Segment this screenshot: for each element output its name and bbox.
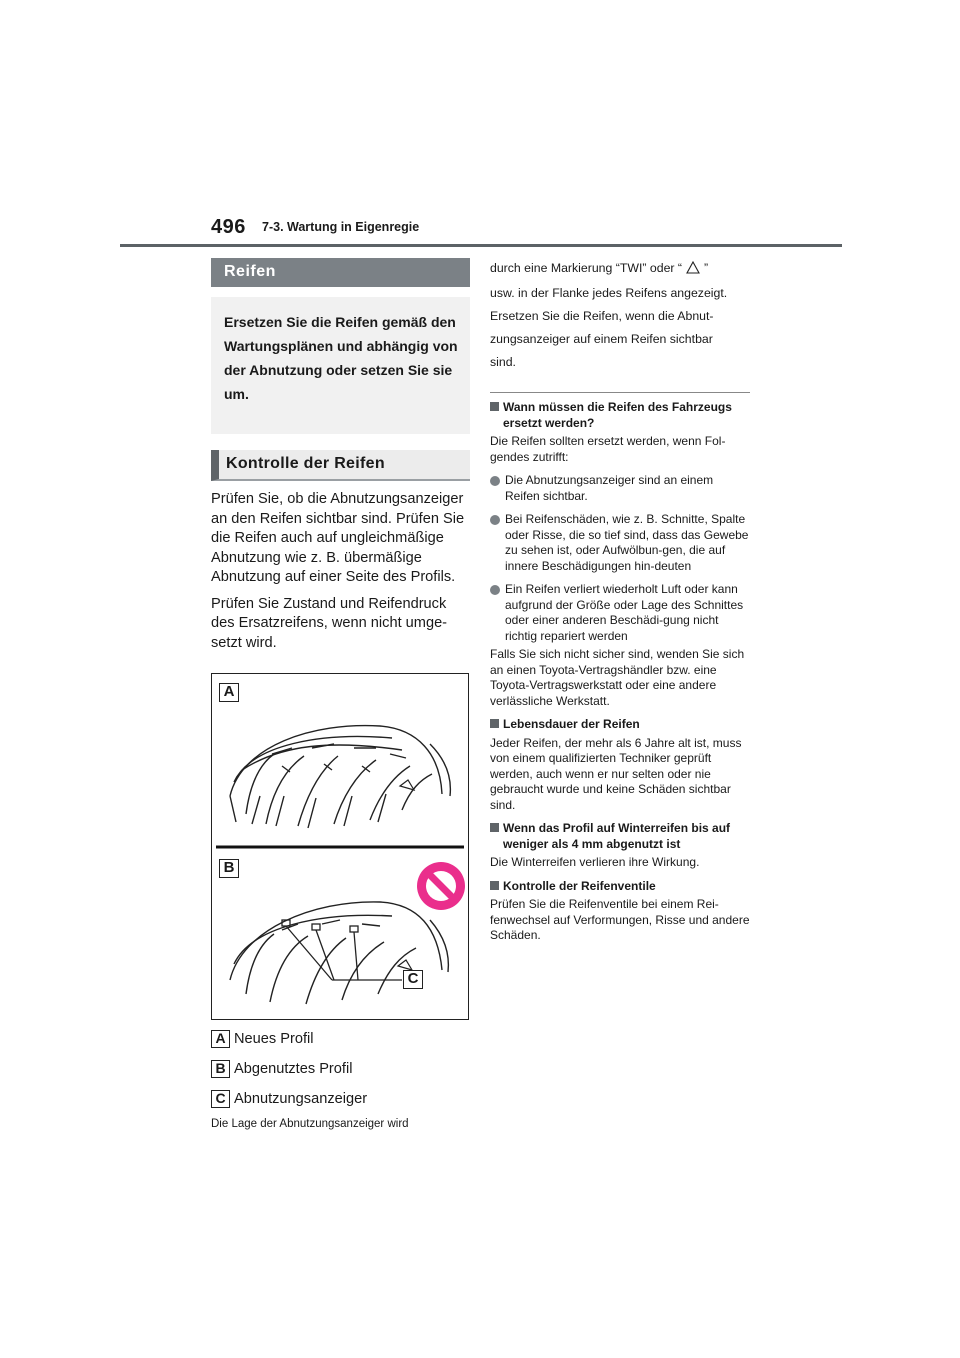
caption-continued: [490, 258, 750, 279]
square-bullet-icon: [490, 823, 499, 832]
section-title: Reifen: [211, 258, 470, 287]
legend-key: A: [211, 1030, 230, 1048]
bullet-text: Ein Reifen verliert wiederholt Luft oder kann aufgrund der Größe oder Lage des Schnittes oder einer anderen Beschädi-gung nicht richtig repariert werden: [505, 582, 744, 643]
square-bullet-icon: [490, 402, 499, 411]
bullet-text: Die Abnutzungsanzeiger sind an einem Reifen sichtbar.: [505, 473, 714, 503]
note-heading: [490, 821, 750, 852]
left-column: [211, 258, 470, 1132]
bullet-item: [490, 512, 750, 574]
subsection-title: Kontrolle der Reifen: [211, 450, 470, 481]
bullet-dot-icon: [490, 515, 500, 525]
triangle-icon: [686, 261, 700, 274]
paragraph: Prüfen Sie, ob die Abnutzungsanzeiger an den Reifen sichtbar sind. Prüfen Sie die Reifen auch auf ungleichmäßige Abnutzung wie z. B. übermäßige Abnutzung auf einer Seite des Profils.: [211, 491, 465, 585]
note-heading-text: Wann müssen die Reifen des Fahrzeugs ersetzt werden?: [503, 400, 732, 430]
figure-legend: [211, 1029, 470, 1109]
summary-box: Ersetzen Sie die Reifen gemäß den Wartungsplänen und abhängig von der Abnutzung oder setzen Sie sie um.: [211, 297, 470, 434]
note-body: Prüfen Sie die Reifenventile bei einem Rei-fenwechsel auf Verformungen, Risse und andere Schäden.: [490, 897, 750, 942]
wear-indicator-callout: [282, 920, 402, 980]
worn-tread-tire: [230, 902, 448, 1004]
legend-key: B: [211, 1060, 230, 1078]
new-tread-tire: [230, 726, 450, 828]
note-heading: [490, 879, 750, 895]
page-number: 496: [211, 216, 246, 238]
note-heading-text: Kontrolle der Reifenventile: [503, 878, 656, 893]
note-body: Jeder Reifen, der mehr als 6 Jahre alt ist, muss von einem qualifizierten Techniker geprüft werden, auch wenn er nur selten oder nie gebraucht wurde und keine Schäden sichtbar sind.: [490, 735, 742, 812]
legend-item: [211, 1029, 470, 1049]
legend-key: C: [211, 1090, 230, 1108]
legend-item: [211, 1059, 470, 1079]
prohibited-icon: [417, 862, 465, 910]
note-heading: [490, 400, 750, 431]
figure-caption: Die Lage der Abnutzungsanzeiger wird: [211, 1118, 409, 1130]
figure-label-c: C: [403, 970, 423, 989]
note-heading-text: Lebensdauer der Reifen: [503, 717, 640, 731]
legend-text: Neues Profil: [234, 1031, 314, 1047]
bullet-item: [490, 473, 750, 504]
figure-label-b: B: [219, 859, 239, 878]
note-heading-text: Wenn das Profil auf Winterreifen bis auf weniger als 4 mm abgenutzt ist: [503, 821, 731, 851]
paragraph: Prüfen Sie Zustand und Reifendruck des Ersatzreifens, wenn nicht umge-setzt wird.: [211, 595, 448, 651]
caption-text: zungsanzeiger auf einem Reifen sichtbar: [490, 332, 713, 346]
note-body: Die Winterreifen verlieren ihre Wirkung.: [490, 855, 700, 869]
header-rule: [120, 244, 842, 247]
caption-text: usw. in der Flanke jedes Reifens angezeigt.: [490, 286, 728, 300]
square-bullet-icon: [490, 719, 499, 728]
legend-text: Abnutzungsanzeiger: [234, 1091, 368, 1107]
bullet-item: [490, 582, 750, 644]
chapter-title: 7-3. Wartung in Eigenregie: [262, 220, 420, 234]
right-column: [490, 258, 750, 944]
tire-drawing: [212, 674, 469, 1020]
caption-text: sind.: [490, 355, 516, 369]
caption-text: ”: [704, 261, 709, 275]
note-body: Falls Sie sich nicht sicher sind, wenden Sie sich an einen Toyota-Vertragshändler bzw. eine Toyota-Vertragswerkstatt oder eine andere verlässliche Werkstatt.: [490, 647, 745, 708]
note-body: Die Reifen sollten ersetzt werden, wenn Fol-gendes zutrifft:: [490, 434, 726, 464]
note-heading: [490, 717, 750, 733]
square-bullet-icon: [490, 881, 499, 890]
caption-text: Ersetzen Sie die Reifen, wenn die Abnut-: [490, 309, 714, 323]
legend-item: [211, 1089, 470, 1109]
bullet-text: Bei Reifenschäden, wie z. B. Schnitte, Spalte oder Risse, die so tief sind, dass das Gewebe zu sehen ist, oder Aufwölbun-gen, die auf innere Beschädigungen hin-deuten: [505, 512, 749, 573]
bullet-dot-icon: [490, 476, 500, 486]
caption-text: durch eine Markierung “TWI” oder “: [490, 261, 683, 275]
bullet-dot-icon: [490, 585, 500, 595]
figure-label-a: A: [219, 683, 239, 702]
tire-tread-illustration: [211, 673, 469, 1020]
legend-text: Abgenutztes Profil: [234, 1061, 353, 1077]
notes-divider: [490, 392, 750, 393]
